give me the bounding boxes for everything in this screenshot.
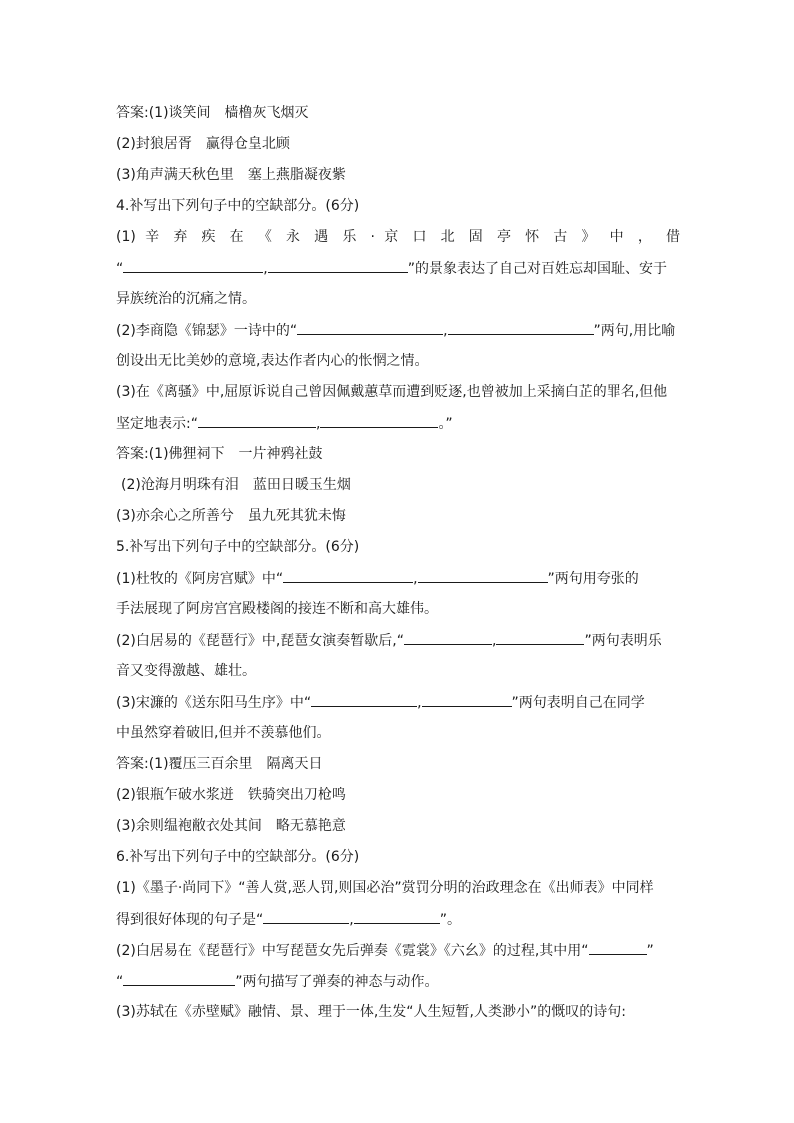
question-text-tail: ”两句描写了弹奏的神态与动作。	[235, 974, 439, 990]
quote-mark: “	[116, 261, 124, 277]
fill-blank[interactable]	[297, 320, 443, 335]
fill-blank[interactable]	[354, 909, 440, 924]
fill-blank[interactable]	[320, 413, 438, 428]
question-title: 5.补写出下列句子中的空缺部分。(6分)	[116, 539, 360, 555]
answer-line: (2)封狼居胥 赢得仓皇北顾	[116, 136, 290, 152]
answer-text: (1)佛狸祠下 一片神鸦社鼓	[148, 446, 323, 462]
question-text: (3)在《离骚》中,屈原诉说自己曾因佩戴蕙草而遭到贬逐,也曾被加上采摘白芷的罪名,但他	[116, 384, 668, 400]
question-text: 手法展现了阿房宫宫殿楼阁的接连不断和高大雄伟。	[116, 601, 438, 617]
fill-blank[interactable]	[496, 630, 584, 645]
fill-blank[interactable]	[268, 258, 408, 273]
separator: ,	[315, 416, 321, 432]
answer-line: (3)角声满天秋色里 塞上燕脂凝夜紫	[116, 167, 346, 183]
question-text-tail: ”两句,用比喻	[593, 323, 676, 339]
question-text-tail: ”。	[439, 912, 461, 928]
question-text-tail: ”两句表明乐	[584, 633, 662, 649]
answer-line: (2)沧海月明珠有泪 蓝田日暖玉生烟	[121, 477, 351, 493]
fill-blank[interactable]	[589, 940, 647, 955]
question-text: 异族统治的沉痛之情。	[116, 291, 256, 307]
question-text	[116, 630, 680, 651]
question-text	[116, 940, 680, 961]
question-text	[116, 971, 680, 992]
question-text: 创设出无比美妙的意境,表达作者内心的怅惘之情。	[116, 353, 429, 369]
answer-label: 答案:	[116, 756, 149, 772]
fill-blank[interactable]	[404, 630, 492, 645]
quote-mark: “	[116, 974, 124, 990]
fill-blank[interactable]	[263, 909, 349, 924]
fill-blank[interactable]	[448, 320, 594, 335]
separator: ,	[349, 912, 354, 928]
answer-line: (2)银瓶乍破水浆迸 铁骑突出刀枪鸣	[116, 787, 346, 803]
fill-blank[interactable]	[311, 692, 417, 707]
answer-label: 答案:	[116, 105, 149, 121]
fill-blank[interactable]	[198, 413, 316, 428]
separator: ,	[443, 323, 448, 339]
quote-mark: ”	[646, 943, 654, 959]
fill-blank[interactable]	[418, 568, 548, 583]
answer-line	[116, 103, 680, 123]
question-text: (1) 辛 弃 疾 在 《 永 遇 乐 · 京 口 北 固 亭 怀 古 》 中 ， 借	[116, 229, 680, 245]
question-text-head: 坚定地表示:“	[116, 416, 198, 432]
question-text: 音又变得激越、雄壮。	[116, 663, 256, 679]
separator: ,	[263, 261, 268, 277]
fill-blank[interactable]	[422, 692, 512, 707]
question-text	[116, 320, 680, 341]
question-text-head: (3)宋濂的《送东阳马生序》中“	[116, 695, 312, 711]
fill-blank[interactable]	[283, 568, 413, 583]
question-text	[116, 258, 680, 279]
question-text-tail: ”两句表明自己在同学	[511, 695, 645, 711]
separator: ,	[413, 571, 418, 587]
question-text	[116, 568, 680, 589]
question-text-tail: 。”	[438, 416, 453, 432]
answer-line: (3)余则缊袍敝衣处其间 略无慕艳意	[116, 818, 346, 834]
answer-label: 答案:	[116, 446, 149, 462]
question-title: 4.补写出下列句子中的空缺部分。(6分)	[116, 198, 360, 214]
question-text-head: (1)杜牧的《阿房宫赋》中“	[116, 571, 284, 587]
question-text: (3)苏轼在《赤壁赋》融情、景、理于一体,生发“人生短暂,人类渺小”的慨叹的诗句:	[116, 1004, 626, 1020]
question-title: 6.补写出下列句子中的空缺部分。(6分)	[116, 849, 360, 865]
separator: ,	[491, 633, 497, 649]
question-text-head: (2)李商隐《锦瑟》一诗中的“	[116, 323, 298, 339]
question-text: 中虽然穿着破旧,但并不羡慕他们。	[116, 725, 331, 741]
answer-line: (3)亦余心之所善兮 虽九死其犹未悔	[116, 508, 346, 524]
question-text	[116, 909, 680, 930]
question-text: (1)《墨子·尚同下》“善人赏,恶人罚,则国必治”赏罚分明的治政理念在《出师表》中同样	[116, 880, 654, 896]
answer-text: (1)谈笑间 樯橹灰飞烟灭	[148, 105, 309, 121]
question-text-tail: ”的景象表达了自己对百姓忘却国耻、安于	[407, 261, 667, 277]
question-text	[116, 692, 680, 713]
question-text	[116, 413, 680, 434]
question-text-tail: ”两句用夸张的	[547, 571, 639, 587]
fill-blank[interactable]	[123, 258, 263, 273]
answer-text: (1)覆压三百余里 隔离天日	[148, 756, 323, 772]
answer-line	[116, 754, 680, 774]
question-text-head: (2)白居易在《琵琶行》中写琵琶女先后弹奏《霓裳》《六幺》的过程,其中用“	[116, 943, 589, 959]
separator: ,	[417, 695, 422, 711]
fill-blank[interactable]	[123, 971, 235, 986]
question-text-head: 得到很好体现的句子是“	[116, 912, 264, 928]
question-text-head: (2)白居易的《琵琶行》中,琵琶女演奏暂歇后,“	[116, 633, 404, 649]
answer-line	[116, 444, 680, 464]
